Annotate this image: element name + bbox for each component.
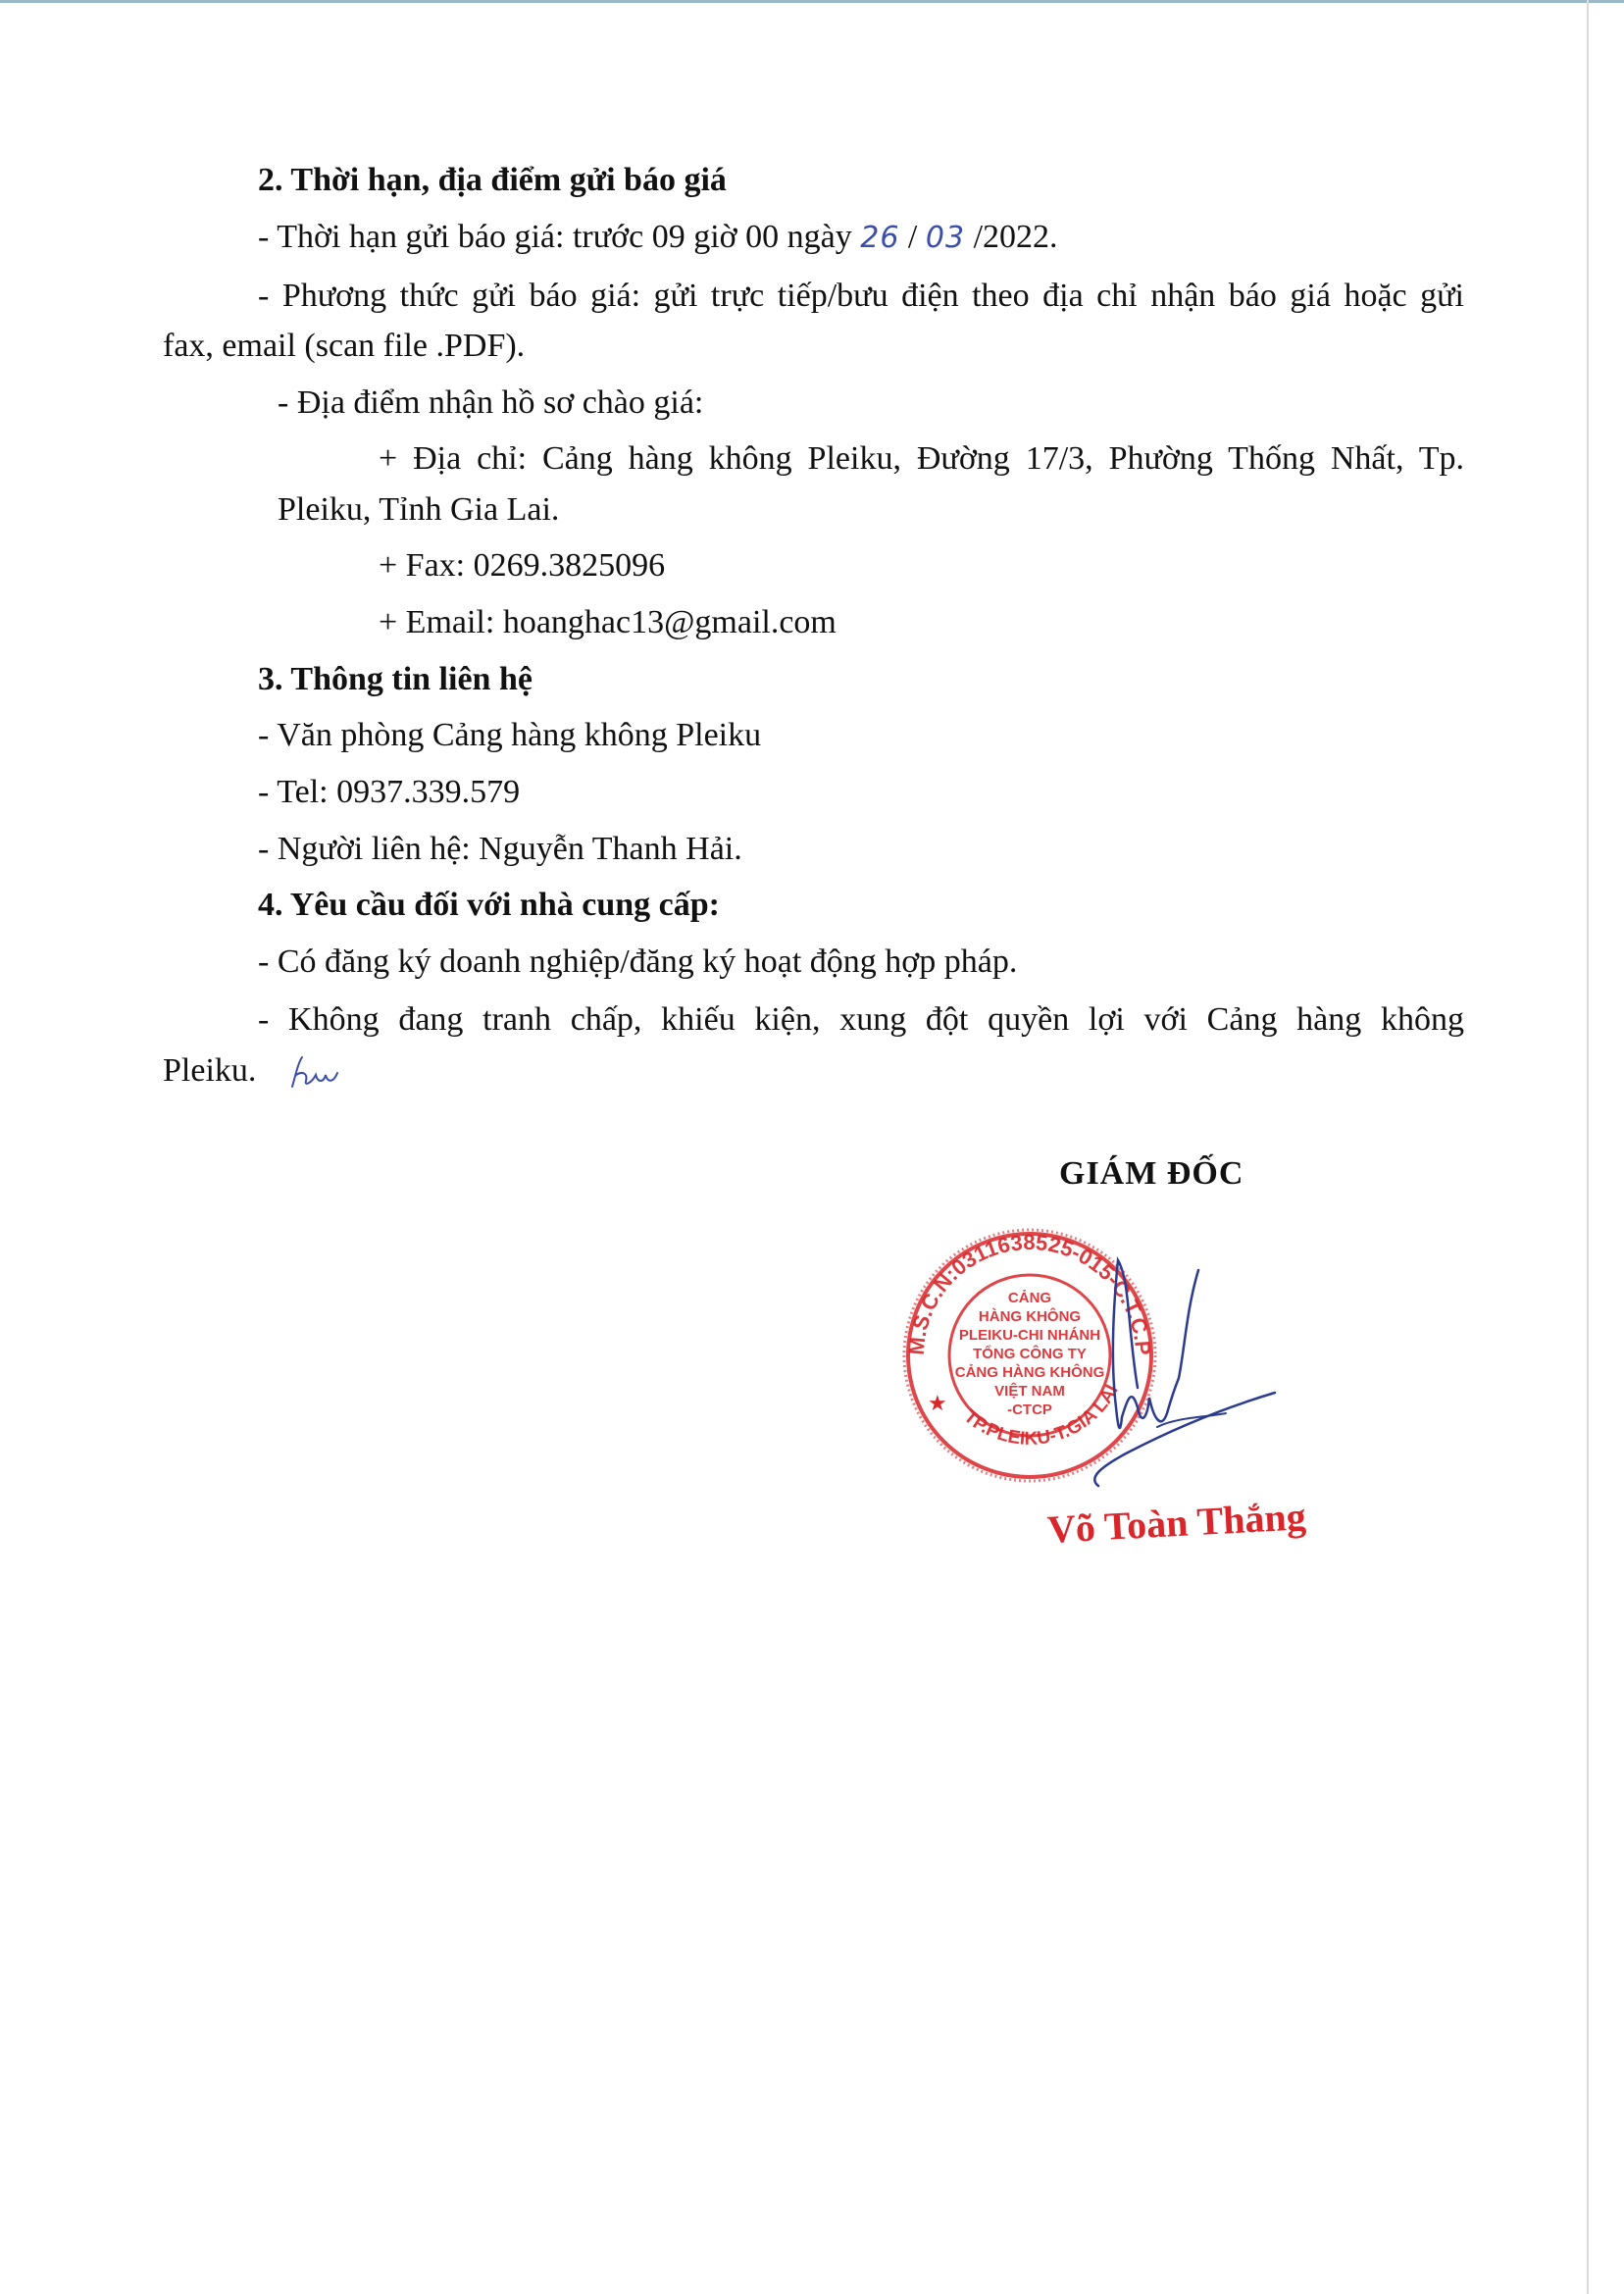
requirement-2-line-1: - Không đang tranh chấp, khiếu kiện, xung đột quyền lợi với Cảng hàng không: [258, 1001, 1464, 1038]
deadline-day-handwritten: 26: [860, 221, 900, 255]
seal-bottom-text: TP.PLEIKU-T.GIA LAI: [959, 1381, 1123, 1450]
handwritten-signature-icon: [1059, 1221, 1314, 1535]
seal-center-line: HÀNG KHÔNG: [978, 1308, 1082, 1325]
address-line-2: Pleiku, Tỉnh Gia Lai.: [278, 491, 560, 528]
section-2-heading: 2. Thời hạn, địa điểm gửi báo giá: [258, 162, 727, 198]
email-line: + Email: hoanghac13@gmail.com: [379, 604, 837, 640]
deadline-prefix: - Thời hạn gửi báo giá: trước 09 giờ 00 ngày: [258, 219, 861, 255]
seal-center-line: CẢNG HÀNG KHÔNG: [954, 1364, 1105, 1381]
section-4-heading: 4. Yêu cầu đối với nhà cung cấp:: [258, 887, 720, 923]
deadline-separator: /: [899, 219, 926, 255]
seal-center-line: CẢNG: [1007, 1290, 1052, 1306]
section-3-heading: 3. Thông tin liên hệ: [258, 661, 533, 697]
seal-star-icon: ★: [928, 1392, 947, 1416]
requirement-1: - Có đăng ký doanh nghiệp/đăng ký hoạt động hợp pháp.: [258, 943, 1018, 980]
location-label: - Địa điểm nhận hồ sơ chào giá:: [278, 384, 704, 421]
deadline-line: [258, 218, 1058, 258]
tel-line: - Tel: 0937.339.579: [258, 774, 521, 810]
address-line-1: + Địa chỉ: Cảng hàng không Pleiku, Đường 17/3, Phường Thống Nhất, Tp.: [379, 440, 1464, 477]
handwritten-initial-icon: [286, 1053, 343, 1093]
seal-center-line: VIỆT NAM: [994, 1383, 1065, 1400]
signer-name: Võ Toàn Thắng: [1045, 1494, 1307, 1552]
method-line-1: - Phương thức gửi báo giá: gửi trực tiếp/bưu điện theo địa chỉ nhận báo giá hoặc gửi: [258, 278, 1464, 314]
seal-center-line: -CTCP: [1007, 1402, 1052, 1418]
office-line: - Văn phòng Cảng hàng không Pleiku: [258, 717, 762, 753]
deadline-month-handwritten: 03: [925, 221, 966, 255]
requirement-2-line-2: Pleiku.: [163, 1052, 257, 1089]
seal-center-line: PLEIKU-CHI NHÁNH: [958, 1327, 1101, 1344]
contact-line: - Người liên hệ: Nguyễn Thanh Hải.: [258, 831, 742, 867]
seal-center-line: TỔNG CÔNG TY: [973, 1346, 1087, 1362]
fax-line: + Fax: 0269.3825096: [379, 547, 666, 584]
deadline-suffix: /2022.: [965, 219, 1058, 255]
method-line-2: fax, email (scan file .PDF).: [163, 328, 526, 364]
signature-title: GIÁM ĐỐC: [1059, 1155, 1244, 1192]
seal-ring-text: M.S.C.N:0311638525-015-C.T.C.P: [903, 1229, 1156, 1356]
